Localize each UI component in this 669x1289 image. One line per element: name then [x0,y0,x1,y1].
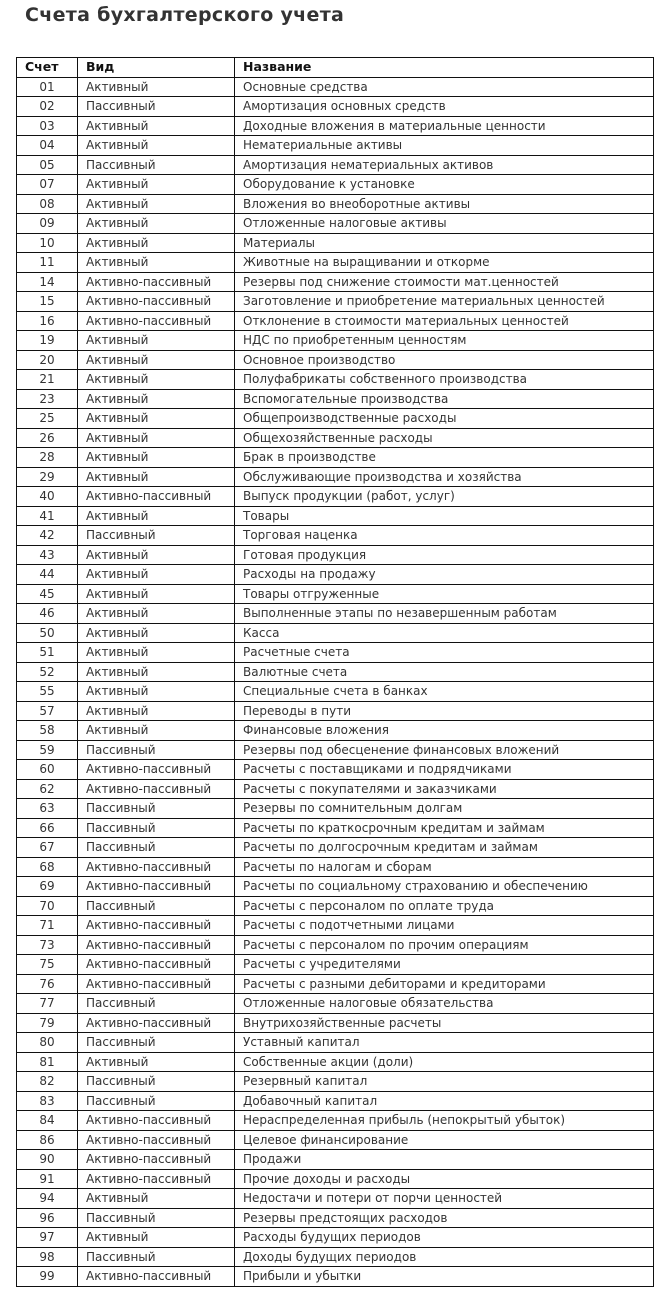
table-row [17,565,654,585]
table-row [17,428,654,448]
table-row [17,1189,654,1209]
table-row [17,409,654,429]
account-name-cell: Выполненные этапы по незавершенным работам [235,604,654,624]
table-row [17,604,654,624]
account-type-cell: Активный [78,1052,235,1072]
table-row [17,1169,654,1189]
account-number-cell: 57 [17,701,78,721]
account-number-cell: 15 [17,292,78,312]
account-name-cell: Товары [235,506,654,526]
account-number-cell: 75 [17,955,78,975]
table-row [17,877,654,897]
account-name-cell: Отклонение в стоимости материальных ценностей [235,311,654,331]
account-number-cell: 63 [17,799,78,819]
account-number-cell: 94 [17,1189,78,1209]
account-type-cell: Активно-пассивный [78,1169,235,1189]
account-number-cell: 23 [17,389,78,409]
account-name-cell: Вспомогательные производства [235,389,654,409]
table-row [17,584,654,604]
table-row [17,779,654,799]
account-name-cell: Расчеты по долгосрочным кредитам и займам [235,838,654,858]
account-name-cell: Отложенные налоговые обязательства [235,994,654,1014]
account-name-cell: Расчетные счета [235,643,654,663]
table-row [17,1072,654,1092]
account-type-cell: Пассивный [78,1247,235,1267]
account-number-cell: 69 [17,877,78,897]
account-type-cell: Пассивный [78,526,235,546]
account-number-cell: 21 [17,370,78,390]
table-row [17,233,654,253]
account-type-cell: Активно-пассивный [78,857,235,877]
account-type-cell: Активный [78,428,235,448]
table-row [17,740,654,760]
account-name-cell: Материалы [235,233,654,253]
table-row [17,701,654,721]
table-row [17,214,654,234]
account-name-cell: Обслуживающие производства и хозяйства [235,467,654,487]
account-name-cell: Доходы будущих периодов [235,1247,654,1267]
account-type-cell: Пассивный [78,740,235,760]
account-name-cell: Добавочный капитал [235,1091,654,1111]
account-number-cell: 50 [17,623,78,643]
account-number-cell: 25 [17,409,78,429]
account-number-cell: 09 [17,214,78,234]
account-name-cell: Прибыли и убытки [235,1267,654,1287]
table-row [17,721,654,741]
table-row [17,643,654,663]
account-name-cell: Расчеты по краткосрочным кредитам и займам [235,818,654,838]
account-type-cell: Активный [78,175,235,195]
account-number-cell: 80 [17,1033,78,1053]
account-name-cell: Расчеты с персоналом по прочим операциям [235,935,654,955]
account-name-cell: Внутрихозяйственные расчеты [235,1013,654,1033]
account-type-cell: Активно-пассивный [78,1150,235,1170]
account-name-cell: Расчеты с разными дебиторами и кредиторами [235,974,654,994]
table-body [17,77,654,1286]
account-name-cell: Валютные счета [235,662,654,682]
table-row [17,1052,654,1072]
account-type-cell: Активный [78,643,235,663]
account-name-cell: Общехозяйственные расходы [235,428,654,448]
account-name-cell: Финансовые вложения [235,721,654,741]
account-type-cell: Активный [78,467,235,487]
account-number-cell: 19 [17,331,78,351]
account-number-cell: 05 [17,155,78,175]
table-row [17,838,654,858]
account-name-cell: Специальные счета в банках [235,682,654,702]
account-number-cell: 02 [17,97,78,117]
table-row [17,194,654,214]
account-type-cell: Активно-пассивный [78,955,235,975]
account-number-cell: 73 [17,935,78,955]
account-number-cell: 66 [17,818,78,838]
account-number-cell: 81 [17,1052,78,1072]
account-number-cell: 29 [17,467,78,487]
account-type-cell: Активный [78,565,235,585]
table-row [17,175,654,195]
account-type-cell: Активный [78,721,235,741]
account-number-cell: 07 [17,175,78,195]
account-name-cell: Резервы под обесценение финансовых вложений [235,740,654,760]
table-row [17,467,654,487]
account-number-cell: 84 [17,1111,78,1131]
table-row [17,1091,654,1111]
account-name-cell: Доходные вложения в материальные ценности [235,116,654,136]
table-row [17,389,654,409]
account-name-cell: Выпуск продукции (работ, услуг) [235,487,654,507]
account-type-cell: Активно-пассивный [78,487,235,507]
account-type-cell: Активный [78,1228,235,1248]
account-number-cell: 01 [17,77,78,97]
account-number-cell: 79 [17,1013,78,1033]
account-type-cell: Активный [78,662,235,682]
account-number-cell: 76 [17,974,78,994]
account-name-cell: Животные на выращивании и откорме [235,253,654,273]
account-number-cell: 26 [17,428,78,448]
account-name-cell: Расходы будущих периодов [235,1228,654,1248]
account-name-cell: Расчеты с персоналом по оплате труда [235,896,654,916]
account-type-cell: Активный [78,623,235,643]
account-name-cell: Отложенные налоговые активы [235,214,654,234]
table-row [17,857,654,877]
account-number-cell: 43 [17,545,78,565]
account-name-cell: Торговая наценка [235,526,654,546]
account-name-cell: Расчеты с поставщиками и подрядчиками [235,760,654,780]
account-type-cell: Активный [78,116,235,136]
account-name-cell: Резервы под снижение стоимости мат.ценностей [235,272,654,292]
account-type-cell: Пассивный [78,896,235,916]
table-row [17,272,654,292]
account-name-cell: Собственные акции (доли) [235,1052,654,1072]
account-name-cell: Нематериальные активы [235,136,654,156]
table-row [17,506,654,526]
account-number-cell: 16 [17,311,78,331]
account-type-cell: Активный [78,604,235,624]
table-row [17,1150,654,1170]
account-type-cell: Активный [78,682,235,702]
account-number-cell: 60 [17,760,78,780]
table-row [17,799,654,819]
account-number-cell: 91 [17,1169,78,1189]
account-number-cell: 14 [17,272,78,292]
table-row [17,350,654,370]
table-header-row [17,58,654,78]
account-name-cell: Вложения во внеоборотные активы [235,194,654,214]
account-number-cell: 90 [17,1150,78,1170]
account-type-cell: Активный [78,584,235,604]
table-row [17,1130,654,1150]
account-number-cell: 42 [17,526,78,546]
account-type-cell: Активный [78,194,235,214]
account-number-cell: 67 [17,838,78,858]
table-row [17,370,654,390]
account-name-cell: Расчеты с подотчетными лицами [235,916,654,936]
table-row [17,935,654,955]
account-type-cell: Активно-пассивный [78,916,235,936]
account-name-cell: Уставный капитал [235,1033,654,1053]
account-type-cell: Активно-пассивный [78,1267,235,1287]
accounts-table [16,57,654,1287]
account-type-cell: Пассивный [78,799,235,819]
account-name-cell: Готовая продукция [235,545,654,565]
header-account-type: Вид [78,58,235,78]
account-number-cell: 44 [17,565,78,585]
account-name-cell: Расчеты с учредителями [235,955,654,975]
account-type-cell: Активный [78,214,235,234]
account-name-cell: Резервы по сомнительным долгам [235,799,654,819]
table-row [17,136,654,156]
account-type-cell: Активно-пассивный [78,974,235,994]
header-account-name: Название [235,58,654,78]
account-number-cell: 99 [17,1267,78,1287]
table-row [17,311,654,331]
table-row [17,77,654,97]
account-type-cell: Активный [78,545,235,565]
account-name-cell: Полуфабрикаты собственного производства [235,370,654,390]
account-name-cell: Целевое финансирование [235,1130,654,1150]
account-name-cell: Общепроизводственные расходы [235,409,654,429]
account-name-cell: Расчеты по социальному страхованию и обеспечению [235,877,654,897]
table-row [17,526,654,546]
account-number-cell: 11 [17,253,78,273]
account-type-cell: Активный [78,233,235,253]
table-row [17,662,654,682]
account-name-cell: Прочие доходы и расходы [235,1169,654,1189]
account-number-cell: 71 [17,916,78,936]
account-type-cell: Активно-пассивный [78,311,235,331]
account-name-cell: Товары отгруженные [235,584,654,604]
account-number-cell: 70 [17,896,78,916]
table-row [17,916,654,936]
account-type-cell: Активный [78,253,235,273]
account-name-cell: Расчеты с покупателями и заказчиками [235,779,654,799]
account-number-cell: 96 [17,1208,78,1228]
account-number-cell: 45 [17,584,78,604]
account-type-cell: Пассивный [78,1208,235,1228]
account-number-cell: 58 [17,721,78,741]
account-type-cell: Активно-пассивный [78,935,235,955]
account-type-cell: Активно-пассивный [78,272,235,292]
table-row [17,1033,654,1053]
table-row [17,623,654,643]
account-name-cell: Основное производство [235,350,654,370]
account-number-cell: 98 [17,1247,78,1267]
account-name-cell: Резервы предстоящих расходов [235,1208,654,1228]
account-type-cell: Пассивный [78,1091,235,1111]
account-type-cell: Активный [78,448,235,468]
account-type-cell: Активный [78,389,235,409]
account-name-cell: Амортизация основных средств [235,97,654,117]
account-name-cell: Продажи [235,1150,654,1170]
account-type-cell: Пассивный [78,97,235,117]
table-row [17,1267,654,1287]
account-number-cell: 28 [17,448,78,468]
account-number-cell: 51 [17,643,78,663]
account-number-cell: 77 [17,994,78,1014]
table-row [17,1111,654,1131]
account-number-cell: 83 [17,1091,78,1111]
account-number-cell: 08 [17,194,78,214]
account-number-cell: 04 [17,136,78,156]
table-row [17,1228,654,1248]
account-number-cell: 97 [17,1228,78,1248]
account-name-cell: Переводы в пути [235,701,654,721]
table-row [17,955,654,975]
account-type-cell: Активный [78,331,235,351]
table-row [17,331,654,351]
account-number-cell: 82 [17,1072,78,1092]
account-type-cell: Активно-пассивный [78,1130,235,1150]
account-number-cell: 40 [17,487,78,507]
account-type-cell: Активный [78,77,235,97]
table-row [17,1247,654,1267]
table-row [17,974,654,994]
account-name-cell: Расходы на продажу [235,565,654,585]
table-row [17,155,654,175]
account-type-cell: Пассивный [78,1072,235,1092]
account-type-cell: Активно-пассивный [78,1111,235,1131]
account-number-cell: 20 [17,350,78,370]
account-type-cell: Активно-пассивный [78,760,235,780]
account-type-cell: Пассивный [78,155,235,175]
table-row [17,116,654,136]
account-name-cell: Амортизация нематериальных активов [235,155,654,175]
account-number-cell: 59 [17,740,78,760]
account-name-cell: Заготовление и приобретение материальных ценностей [235,292,654,312]
account-name-cell: Касса [235,623,654,643]
account-type-cell: Активный [78,701,235,721]
account-name-cell: Резервный капитал [235,1072,654,1092]
account-type-cell: Активно-пассивный [78,292,235,312]
account-type-cell: Активный [78,506,235,526]
account-type-cell: Пассивный [78,1033,235,1053]
account-number-cell: 10 [17,233,78,253]
account-type-cell: Активный [78,409,235,429]
account-type-cell: Активно-пассивный [78,779,235,799]
table-row [17,448,654,468]
account-name-cell: Оборудование к установке [235,175,654,195]
account-type-cell: Активный [78,136,235,156]
account-type-cell: Активный [78,1189,235,1209]
table-row [17,994,654,1014]
header-account-number: Счет [17,58,78,78]
account-name-cell: НДС по приобретенным ценностям [235,331,654,351]
account-number-cell: 03 [17,116,78,136]
table-row [17,253,654,273]
table-row [17,1208,654,1228]
account-type-cell: Активно-пассивный [78,877,235,897]
account-number-cell: 86 [17,1130,78,1150]
account-name-cell: Брак в производстве [235,448,654,468]
table-row [17,818,654,838]
account-number-cell: 68 [17,857,78,877]
table-row [17,682,654,702]
table-row [17,760,654,780]
account-number-cell: 46 [17,604,78,624]
table-row [17,1013,654,1033]
account-type-cell: Активно-пассивный [78,1013,235,1033]
table-row [17,545,654,565]
account-name-cell: Расчеты по налогам и сборам [235,857,654,877]
account-name-cell: Нераспределенная прибыль (непокрытый убыток) [235,1111,654,1131]
account-type-cell: Активный [78,350,235,370]
account-number-cell: 41 [17,506,78,526]
account-type-cell: Пассивный [78,818,235,838]
table-row [17,896,654,916]
account-name-cell: Недостачи и потери от порчи ценностей [235,1189,654,1209]
table-row [17,487,654,507]
table-row [17,97,654,117]
account-name-cell: Основные средства [235,77,654,97]
account-number-cell: 55 [17,682,78,702]
table-row [17,292,654,312]
account-number-cell: 52 [17,662,78,682]
account-type-cell: Активный [78,370,235,390]
account-type-cell: Пассивный [78,994,235,1014]
account-type-cell: Пассивный [78,838,235,858]
page-title: Счета бухгалтерского учета [25,4,345,26]
account-number-cell: 62 [17,779,78,799]
